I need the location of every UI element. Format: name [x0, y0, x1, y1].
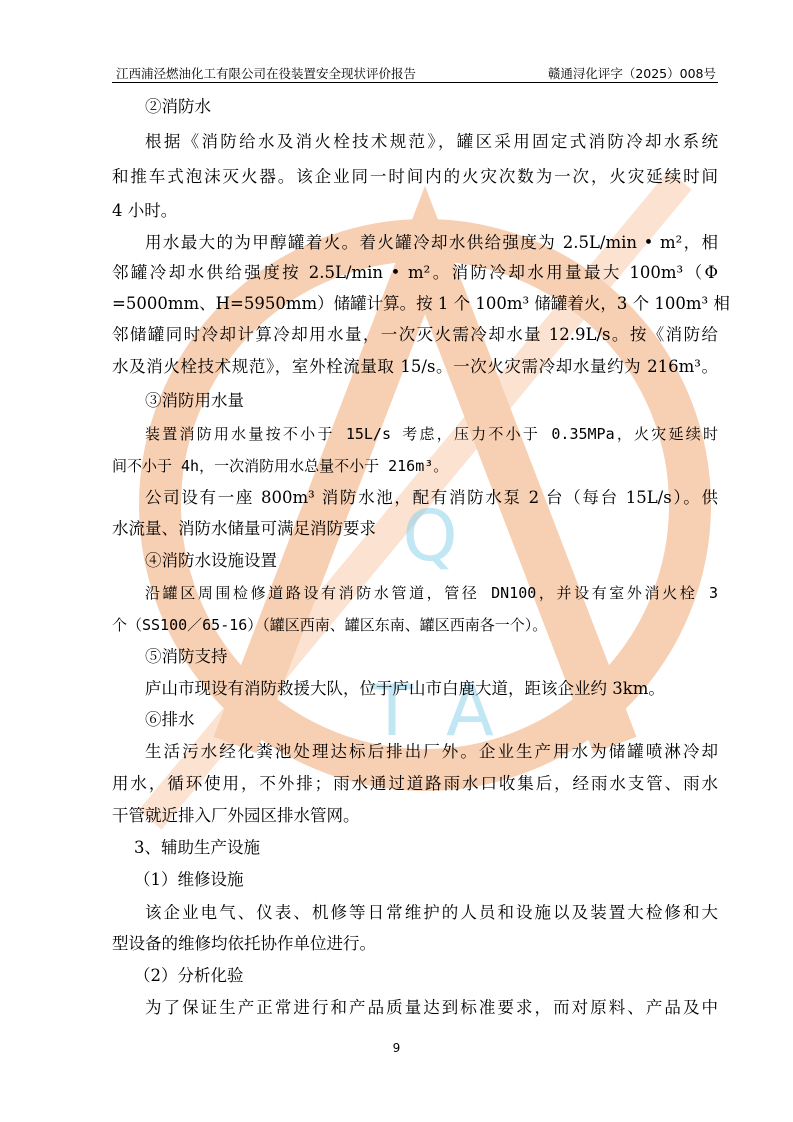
paragraph-line: 水及消火栓技术规范》，室外栓流量取 15/s。一次火灾需冷却水量约为 216m³。	[112, 357, 718, 376]
page-number: 9	[392, 1041, 401, 1055]
section-heading: （2）分析化验	[134, 966, 244, 985]
report-number: 赣通浔化评字（2025）008号	[547, 66, 716, 81]
section-heading: （1）维修设施	[134, 870, 244, 889]
section-heading: ⑤消防支持	[145, 647, 228, 666]
paragraph-line: 用水最大的为甲醇罐着火。着火罐冷却水供给强度为 2.5L/min • m²，相	[145, 233, 718, 252]
paragraph-line: 个（SS100／65-16）（罐区西南、罐区东南、罐区西南各一个）。	[112, 616, 548, 634]
paragraph-line: 型设备的维修均依托协作单位进行。	[112, 934, 376, 953]
section-heading: ④消防水设施设置	[145, 551, 277, 570]
watermark-letter-q: Q	[402, 495, 458, 577]
paragraph-line: 装置消防用水量按不小于 15L/s 考虑，压力不小于 0.35MPa，火灾延续时	[145, 425, 718, 443]
paragraph-line: 根据《消防给水及消火栓技术规范》，罐区采用固定式消防冷却水系统	[145, 132, 718, 151]
paragraph-line: 4 小时。	[112, 201, 178, 220]
paragraph-line: 邻罐冷却水供给强度按 2.5L/min • m²。消防冷却水用量最大 100m³（Φ	[112, 263, 718, 282]
paragraph-line: 生活污水经化粪池处理达标后排出厂外。企业生产用水为储罐喷淋冷却	[145, 742, 718, 761]
paragraph-line: 干管就近排入厂外园区排水管网。	[112, 806, 360, 825]
paragraph-line: 用水，循环使用，不外排；雨水通过道路雨水口收集后，经雨水支管、雨水	[112, 774, 718, 793]
paragraph-line: 和推车式泡沫灭火器。该企业同一时间内的火灾次数为一次，火灾延续时间	[112, 167, 718, 186]
report-title: 江西浦泾燃油化工有限公司在役装置安全现状评价报告	[116, 66, 417, 81]
paragraph-line: 水流量、消防水储量可满足消防要求	[112, 519, 376, 538]
section-heading: ②消防水	[145, 97, 211, 116]
paragraph-line: 为了保证生产正常进行和产品质量达到标准要求，而对原料、产品及中	[145, 998, 718, 1017]
section-heading: ⑥排水	[145, 710, 195, 729]
section-heading: 3、辅助生产设施	[134, 838, 260, 857]
paragraph-line: 公司设有一座 800m³ 消防水池，配有消防水泵 2 台（每台 15L/s）。供	[145, 488, 718, 507]
watermark-letter-a: A	[446, 670, 494, 752]
section-heading: ③消防用水量	[145, 391, 244, 410]
paragraph-line: 庐山市现设有消防救援大队，位于庐山市白鹿大道，距该企业约 3km。	[145, 679, 665, 698]
paragraph-line: 沿罐区周围检修道路设有消防水管道，管径 DN100，并设有室外消火栓 3	[145, 584, 718, 602]
page-header	[112, 60, 718, 83]
paragraph-line: =5000mm、H=5950mm）储罐计算。按 1 个 100m³ 储罐着火，3 个 100m³ 相	[112, 294, 730, 313]
paragraph-line: 该企业电气、仪表、机修等日常维护的人员和设施以及装置大检修和大	[145, 903, 718, 922]
paragraph-line: 邻储罐同时冷却计算冷却用水量，一次灭火需冷却水量 12.9L/s。按《消防给	[112, 325, 718, 344]
watermark-letter-t: T	[370, 670, 414, 752]
paragraph-line: 间不小于 4h，一次消防用水总量不小于 216m³。	[112, 457, 449, 475]
